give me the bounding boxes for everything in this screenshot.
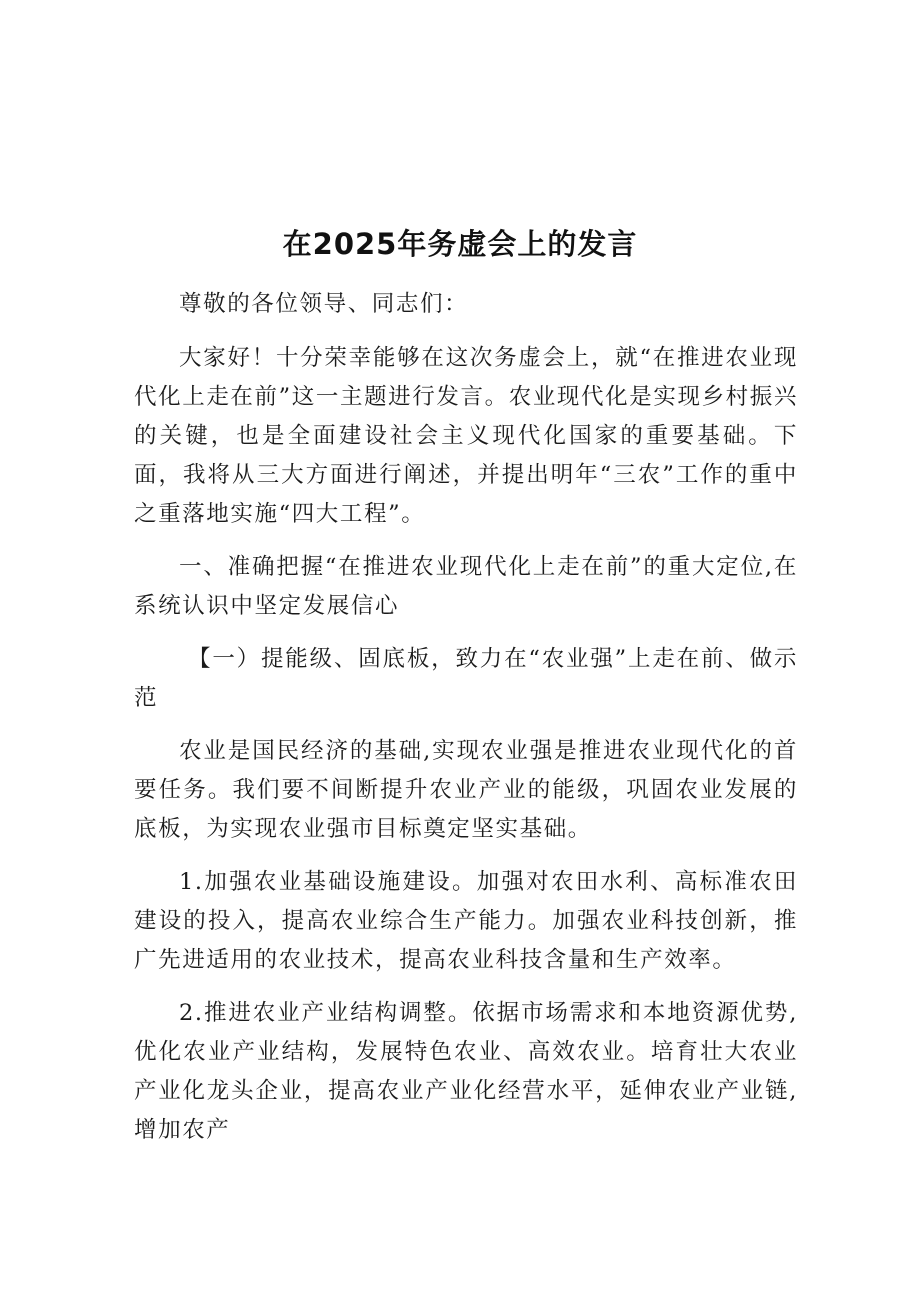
section-heading-1: 一、准确把握“在推进农业现代化上走在前”的重大定位,在系统认识中坚定发展信心 xyxy=(134,554,798,619)
list-item-1: 1.加强农业基础设施建设。加强对农田水利、高标准农田建设的投入，提高农业综合生产能力。加强农业科技创新，推广先进适用的农业技术，提高农业科技含量和生产效率。 xyxy=(134,869,798,973)
document-body xyxy=(134,285,798,1164)
list-item-2: 2.推进农业产业结构调整。依据市场需求和本地资源优势,优化农业产业结构，发展特色农业、高效农业。培育壮大农业产业化龙头企业，提高农业产业化经营水平，延伸农业产业链,增加农产 xyxy=(134,1000,798,1143)
paragraph-agriculture-base: 农业是国民经济的基础,实现农业强是推进农业现代化的首要任务。我们要不间断提升农业产业的能级，巩固农业发展的底板，为实现农业强市目标奠定坚实基础。 xyxy=(134,738,798,842)
document-title: 在2025年务虚会上的发言 xyxy=(282,227,638,261)
salutation: 尊敬的各位领导、同志们： xyxy=(179,291,469,317)
paragraph-intro: 大家好！十分荣幸能够在这次务虚会上，就“在推进农业现代化上走在前”这一主题进行发言。农业现代化是实现乡村振兴的关键，也是全面建设社会主义现代化国家的重要基础。下面，我将从三大方面进行阐述，并提出明年“三农”工作的重中之重落地实施“四大工程”。 xyxy=(134,345,798,527)
subsection-heading-1: 【一）提能级、固底板，致力在“农业强”上走在前、做示范 xyxy=(134,646,798,711)
